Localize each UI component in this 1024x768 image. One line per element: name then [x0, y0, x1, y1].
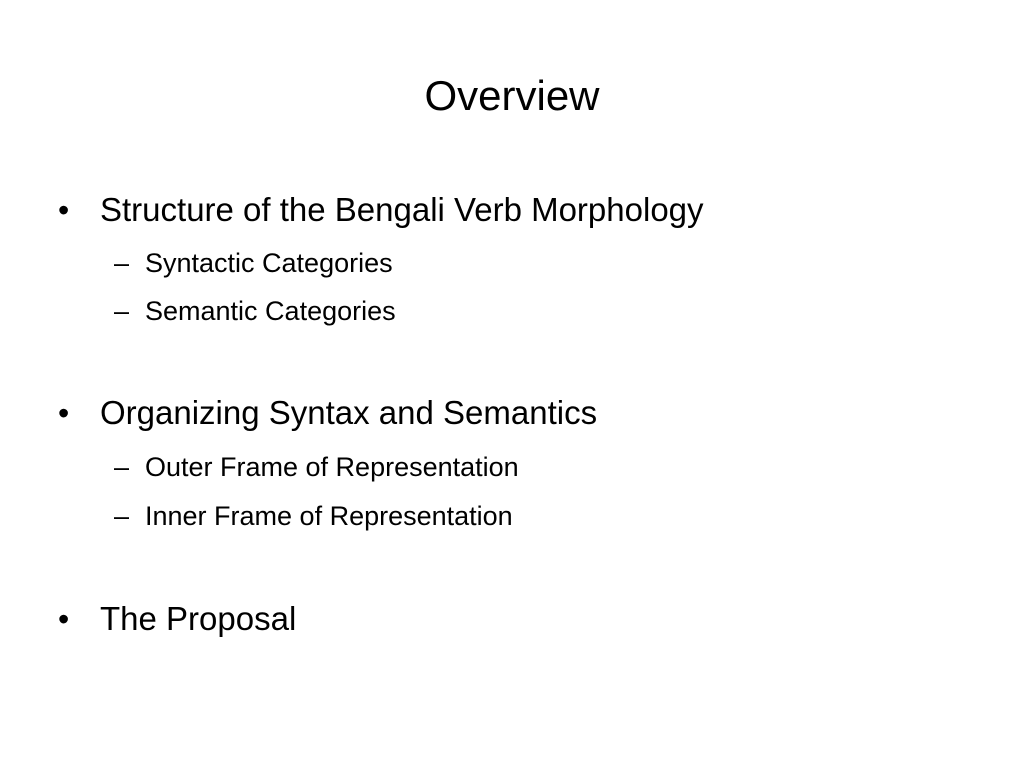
- bullet-text: The Proposal: [100, 600, 297, 637]
- dash-icon: –: [114, 501, 130, 531]
- sub-item-inner-frame: [114, 498, 513, 534]
- sub-item-text: Semantic Categories: [145, 296, 396, 326]
- dash-icon: –: [114, 452, 130, 482]
- bullet-item-proposal: [58, 597, 296, 641]
- bullet-item-organizing: [58, 391, 597, 435]
- dash-icon: –: [114, 248, 130, 278]
- sub-item-text: Inner Frame of Representation: [145, 501, 513, 531]
- bullet-icon: •: [58, 601, 70, 637]
- sub-item-text: Outer Frame of Representation: [145, 452, 519, 482]
- slide-title: Overview: [424, 72, 600, 119]
- sub-item-semantic: [114, 293, 396, 329]
- bullet-item-structure: [58, 188, 704, 232]
- bullet-icon: •: [58, 395, 70, 431]
- sub-item-text: Syntactic Categories: [145, 248, 393, 278]
- bullet-text: Structure of the Bengali Verb Morphology: [100, 191, 704, 228]
- sub-item-syntactic: [114, 245, 393, 281]
- bullet-text: Organizing Syntax and Semantics: [100, 394, 598, 431]
- dash-icon: –: [114, 296, 130, 326]
- bullet-icon: •: [58, 192, 70, 228]
- sub-item-outer-frame: [114, 449, 519, 485]
